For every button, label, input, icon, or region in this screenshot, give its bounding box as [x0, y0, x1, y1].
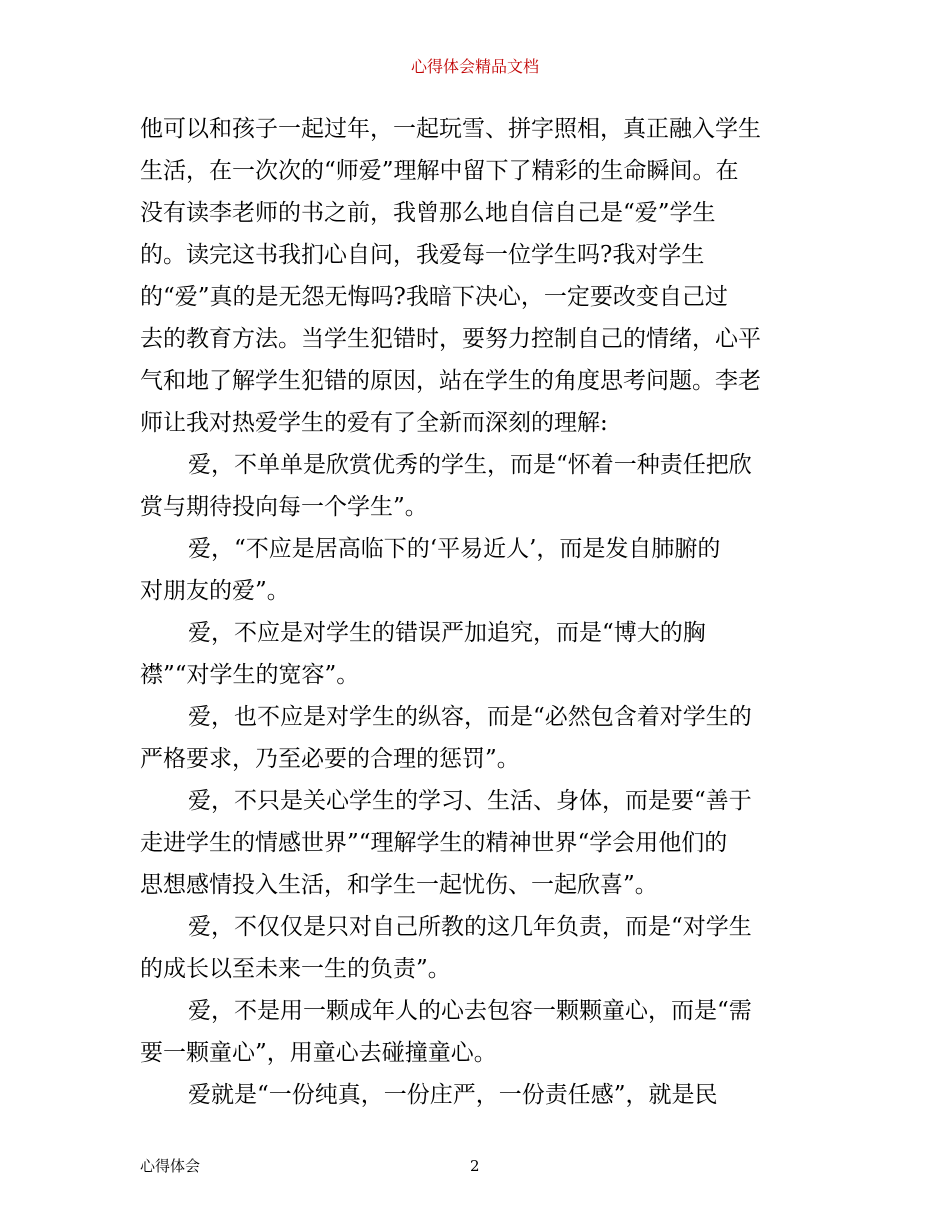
- text-line: 爱，不应是对学生的错误严加追究，而是“博大的胸: [188, 620, 706, 646]
- text-line: 走进学生的情感世界”“理解学生的精神世界“学会用他们的: [140, 830, 728, 856]
- text-line: 去的教育方法。当学生犯错时，要努力控制自己的情绪，心平: [140, 326, 761, 352]
- document-body: [140, 108, 820, 1116]
- text-line: 的成长以至未来一生的负责”。: [140, 956, 451, 982]
- text-line: 爱，不单单是欣赏优秀的学生，而是“怀着一种责任把欣: [188, 452, 752, 478]
- text-line: 没有读李老师的书之前，我曾那么地自信自己是“爱”学生: [140, 200, 716, 226]
- text-line: 爱，不是用一颗成年人的心去包容一颗颗童心，而是“需: [188, 998, 752, 1024]
- text-line: 的。读完这书我扪心自问，我爱每一位学生吗?我对学生: [140, 242, 705, 268]
- text-line: 严格要求，乃至必要的合理的惩罚”。: [140, 746, 520, 772]
- text-line: 爱就是“一份纯真，一份庄严，一份责任感”，就是民: [188, 1082, 718, 1108]
- text-line: 的“爱”真的是无怨无悔吗?我暗下决心，一定要改变自己过: [140, 284, 728, 310]
- text-line: 要一颗童心”，用童心去碰撞童心。: [140, 1040, 497, 1066]
- text-line: 赏与期待投向每一个学生”。: [140, 494, 428, 520]
- text-line: 爱，不仅仅是只对自己所教的这几年负责，而是“对学生: [188, 914, 752, 940]
- text-line: 爱，也不应是对学生的纵容，而是“必然包含着对学生的: [188, 704, 752, 730]
- page-header: 心得体会精品文档: [410, 57, 539, 76]
- text-line: 对朋友的爱”。: [140, 578, 290, 604]
- page-number: 2: [470, 1157, 480, 1175]
- text-line: 师让我对热爱学生的爱有了全新而深刻的理解:: [140, 410, 608, 436]
- text-line: 思想感情投入生活，和学生一起忧伤、一起欣喜”。: [140, 872, 658, 898]
- text-line: 生活，在一次次的“师爱”理解中留下了精彩的生命瞬间。在: [140, 158, 739, 184]
- text-line: 他可以和孩子一起过年，一起玩雪、拼字照相，真正融入学生: [140, 116, 761, 142]
- text-line: 爱，“不应是居高临下的‘平易近人’，而是发自肺腑的: [188, 536, 721, 562]
- text-line: 爱，不只是关心学生的学习、生活、身体，而是要“善于: [188, 788, 752, 814]
- page-footer: [0, 1156, 950, 1176]
- footer-label: 心得体会: [140, 1157, 201, 1175]
- text-line: 气和地了解学生犯错的原因，站在学生的角度思考问题。李老: [140, 368, 761, 394]
- text-line: 襟”“对学生的宽容”。: [140, 662, 360, 688]
